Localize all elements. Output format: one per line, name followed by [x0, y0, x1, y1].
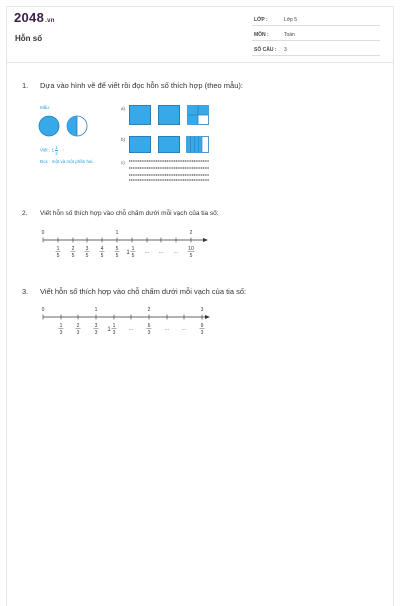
nl2-frac-4-den: 5: [100, 253, 104, 259]
question-count-label: SỐ CÂU :: [254, 47, 277, 53]
nl2-label-0: 0: [41, 230, 45, 236]
question-2-number: 2.: [22, 210, 28, 217]
nl3-dots-1: ...: [128, 326, 134, 332]
part-a-square-2: [158, 105, 180, 125]
nl3-frac-1-num: 1: [59, 323, 63, 329]
full-circle-shape: [39, 116, 59, 136]
nl2-label-1: 1: [115, 230, 119, 236]
nl3-frac-1-den: 3: [59, 330, 63, 336]
subject-underline: [252, 40, 380, 41]
nl2-mixed-whole: 1: [126, 250, 130, 256]
question-count-value: 3: [284, 47, 287, 53]
class-underline: [252, 25, 380, 26]
nl3-dots-3: ...: [181, 326, 187, 332]
nl3-arrow-icon: [205, 315, 210, 319]
class-label: LỚP :: [254, 17, 268, 23]
class-value: Lớp 5: [284, 17, 298, 23]
nl2-frac-3-den: 5: [85, 253, 89, 259]
part-a-square-quarters: [187, 105, 209, 125]
example-fraction-num: 1: [55, 145, 58, 150]
part-b-rect-2: [158, 136, 180, 153]
subject-value: Toán: [284, 32, 295, 38]
nl3-six-num: 6: [147, 323, 151, 329]
nl2-label-2: 2: [189, 230, 193, 236]
nl2-dots-2: ...: [158, 249, 164, 255]
part-b-rect-1: [129, 136, 151, 153]
nl2-last-num: 10: [188, 246, 194, 252]
example-fraction-den: 2: [55, 151, 58, 156]
nl3-frac-2-num: 2: [76, 323, 80, 329]
nl2-mixed-den: 5: [131, 253, 135, 259]
nl2-dots-1: ...: [144, 249, 150, 255]
part-a-square-1: [129, 105, 151, 125]
nl3-label-2: 2: [147, 307, 151, 313]
site-logo[interactable]: [14, 10, 55, 25]
nl3-last-den: 3: [200, 330, 204, 336]
nl2-frac-4-num: 4: [100, 246, 104, 252]
number-line-fifths: [36, 226, 216, 262]
question-count-underline: [252, 55, 380, 56]
question-1-number: 1.: [22, 81, 29, 90]
question-1: [22, 81, 243, 90]
question-2-text: Viết hỗn số thích hợp vào chỗ chấm dưới mỗi vạch của tia số:: [40, 210, 219, 217]
example-write-prefix: Viết :: [40, 147, 51, 153]
example-write: [40, 145, 58, 156]
example-read: Đọc : một và một phần hai: [40, 159, 93, 164]
nl3-frac-3-num: 3: [94, 323, 98, 329]
header-divider: [6, 62, 394, 63]
number-line-thirds: [36, 303, 216, 339]
example-label: Mẫu:: [40, 105, 51, 110]
nl2-frac-1-num: 1: [56, 246, 60, 252]
nl3-last-num: 9: [200, 323, 204, 329]
question-3: [22, 287, 246, 296]
nl3-mixed-den: 3: [112, 330, 116, 336]
nl2-dots-3: ...: [173, 249, 179, 255]
question-2: [22, 210, 219, 217]
example-circles: [38, 114, 94, 138]
nl2-frac-5-num: 5: [115, 246, 119, 252]
nl3-frac-3-den: 3: [94, 330, 98, 336]
nl3-frac-2-den: 3: [76, 330, 80, 336]
question-3-number: 3.: [22, 287, 29, 296]
nl3-mixed-num: 1: [112, 323, 116, 329]
part-b-rect-columns: [186, 136, 209, 153]
page-title: Hỗn số: [15, 34, 43, 43]
nl2-arrow-icon: [203, 238, 208, 242]
nl2-frac-1-den: 5: [56, 253, 60, 259]
nl2-frac-2-num: 2: [71, 246, 75, 252]
nl3-label-1: 1: [94, 307, 98, 313]
nl3-dots-2: ...: [164, 326, 170, 332]
half-circle-fill: [67, 116, 77, 136]
part-a-label: a): [121, 106, 126, 111]
nl3-label-3: 3: [200, 307, 204, 313]
part-b-label: b): [121, 137, 126, 142]
example-fraction: [55, 145, 58, 156]
nl2-mixed-num: 1: [131, 246, 135, 252]
nl2-last-den: 5: [189, 253, 193, 259]
part-c-bars: [129, 158, 211, 182]
logo-main: 2048: [14, 10, 45, 25]
nl3-mixed-whole: 1: [107, 327, 111, 333]
question-3-text: Viết hỗn số thích hợp vào chỗ chấm dưới mỗi vạch của tia số:: [40, 287, 247, 296]
nl3-label-0: 0: [41, 307, 45, 313]
part-c-label: c): [121, 160, 125, 165]
nl2-frac-3-num: 3: [85, 246, 89, 252]
nl2-frac-2-den: 5: [71, 253, 75, 259]
logo-suffix: .vn: [45, 18, 55, 24]
example-whole: 1: [51, 147, 54, 153]
subject-label: MÔN :: [254, 32, 269, 38]
nl2-frac-5-den: 5: [115, 253, 119, 259]
question-1-text: Dựa vào hình vẽ để viết rồi đọc hỗn số thích hợp (theo mẫu):: [40, 81, 243, 90]
nl3-six-den: 3: [147, 330, 151, 336]
